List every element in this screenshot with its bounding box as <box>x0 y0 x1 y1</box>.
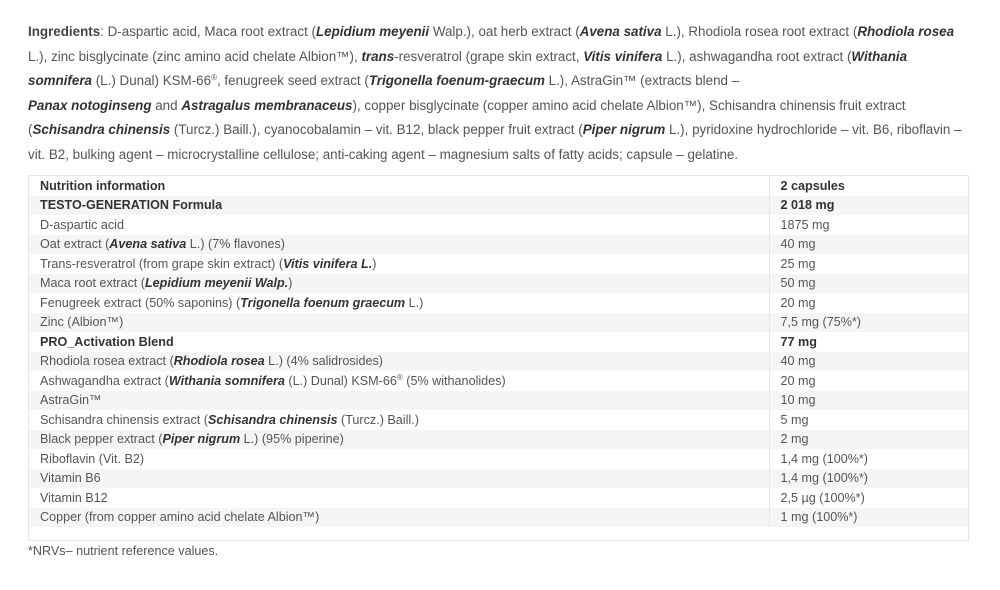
header-name-cell: Nutrition information <box>40 178 166 193</box>
table-row <box>29 215 968 235</box>
header-value-cell: 2 capsules <box>769 176 968 196</box>
nutrient-name: Rhodiola rosea extract (Rhodiola rosea L.) (4% salidrosides) <box>29 352 769 372</box>
latin-name: Withania somnifera <box>28 48 908 89</box>
nutrition-table-container <box>28 175 969 541</box>
nutrient-name: Fenugreek extract (50% saponins) (Trigonella foenum graecum L.) <box>40 295 424 310</box>
nutrient-name: Black pepper extract (Piper nigrum L.) (95% piperine) <box>29 430 769 450</box>
ingredients-text: (Turcz.) Baill.), cyanocobalamin – vit. B12, black pepper fruit extract ( <box>170 122 583 138</box>
nutrient-amount: 77 mg <box>769 332 968 352</box>
nutrient-amount: 25 mg <box>769 254 968 274</box>
nutrient-name: Ashwagandha extract (Withania somnifera (L.) Dunal) KSM-66® (5% withanolides) <box>40 372 506 388</box>
ingredients-label: Ingredients <box>28 24 101 39</box>
ingredients-paragraph <box>28 20 972 168</box>
latin-name: Astragalus membranaceus <box>181 97 353 113</box>
registered-mark: ® <box>211 73 217 83</box>
ingredients-text: L.), zinc bisglycinate (zinc amino acid chelate Albion™), <box>28 48 362 64</box>
latin-name: trans <box>361 48 395 64</box>
latin-name: Panax notoginseng <box>28 97 152 113</box>
latin-name: Rhodiola rosea <box>857 24 955 39</box>
table-row <box>29 449 968 469</box>
latin-name: Avena sativa <box>579 24 662 39</box>
nutrient-name: Oat extract (Avena sativa L.) (7% flavones) <box>29 235 769 255</box>
nutrient-name: Schisandra chinensis extract (Schisandra chinensis (Turcz.) Baill.) <box>40 412 419 427</box>
table-row <box>29 332 968 352</box>
table-row <box>29 352 968 372</box>
nutrient-amount: 1875 mg <box>769 215 968 235</box>
table-row <box>29 274 968 294</box>
nutrient-amount: 7,5 mg (75%*) <box>769 313 968 333</box>
latin-name: Vitis vinifera <box>583 48 663 64</box>
ingredients-text: : D-aspartic acid, Maca root extract ( <box>100 24 316 39</box>
table-row <box>29 196 968 216</box>
nutrient-name: PRO_Activation Blend <box>40 334 174 349</box>
nutrient-name: TESTO-GENERATION Formula <box>29 196 769 216</box>
table-row <box>29 254 968 274</box>
table-row <box>29 488 968 508</box>
ingredients-text: L.), ashwagandha root extract ( <box>662 48 852 64</box>
nutrient-amount: 20 mg <box>769 293 968 313</box>
ingredients-text: , fenugreek seed extract ( <box>216 73 369 89</box>
nrv-footnote: *NRVs– nutrient reference values. <box>28 544 219 558</box>
table-header-row <box>29 176 968 196</box>
table-row <box>29 508 968 528</box>
registered-mark: ® <box>396 372 403 382</box>
ingredients-text: and <box>151 97 182 113</box>
latin-name: Lepidium meyenii <box>315 24 430 39</box>
nutrient-amount: 2,5 µg (100%*) <box>769 488 968 508</box>
ingredients-text: L.), pyridoxine hydrochloride – vit. B6, riboflavin – vit. B2, bulking agent – microcrystalline cellulose; anti-caking agent – magnesium salts of fatty acids; capsule – gelatine. <box>28 122 962 162</box>
nutrient-name: AstraGin™ <box>29 391 769 411</box>
ingredients-text: (L.) Dunal) KSM-66 <box>92 73 212 89</box>
table-row <box>29 293 968 313</box>
latin-name: Piper nigrum <box>582 122 666 138</box>
latin-name: Trigonella foenum-graecum <box>368 73 545 89</box>
nutrient-amount: 2 018 mg <box>769 196 968 216</box>
table-row <box>29 391 968 411</box>
table-row <box>29 469 968 489</box>
table-row <box>29 410 968 430</box>
nutrient-amount: 1 mg (100%*) <box>769 508 968 528</box>
nutrient-amount: 10 mg <box>769 391 968 411</box>
nutrient-name: Copper (from copper amino acid chelate Albion™) <box>29 508 769 528</box>
nutrient-amount: 1,4 mg (100%*) <box>769 449 968 469</box>
nutrient-name: Riboflavin (Vit. B2) <box>40 451 145 466</box>
nutrient-amount: 40 mg <box>769 235 968 255</box>
nutrient-amount: 20 mg <box>769 371 968 391</box>
nutrient-amount: 1,4 mg (100%*) <box>769 469 968 489</box>
nutrient-amount: 50 mg <box>769 274 968 294</box>
ingredients-section <box>28 20 972 168</box>
ingredients-text: ), copper bisglycinate (copper amino acid chelate Albion™), Schisandra chinensis fruit extract ( <box>28 97 906 138</box>
nutrient-amount: 5 mg <box>769 410 968 430</box>
ingredients-text: L.), Rhodiola rosea root extract ( <box>661 24 858 39</box>
nutrient-name: D-aspartic acid <box>40 217 124 232</box>
table-row <box>29 313 968 333</box>
latin-name: Schisandra chinensis <box>32 122 171 138</box>
nutrient-amount: 2 mg <box>769 430 968 450</box>
nutrient-name: Zinc (Albion™) <box>29 313 769 333</box>
ingredients-text: Walp.), oat herb extract ( <box>429 24 580 39</box>
ingredients-text: L.), AstraGin™ (extracts blend – <box>544 73 740 89</box>
table-row <box>29 430 968 450</box>
table-row <box>29 371 968 391</box>
nutrient-name: Vitamin B6 <box>29 469 769 489</box>
nutrient-name: Maca root extract (Lepidium meyenii Walp.) <box>29 274 769 294</box>
nutrient-name: Vitamin B12 <box>40 490 108 505</box>
nutrient-amount: 40 mg <box>769 352 968 372</box>
ingredients-text: -resveratrol (grape skin extract, <box>394 48 584 64</box>
table-row <box>29 235 968 255</box>
nutrition-table <box>29 176 968 527</box>
nutrient-name: Trans-resveratrol (from grape skin extract) (Vitis vinifera L.) <box>40 256 377 271</box>
